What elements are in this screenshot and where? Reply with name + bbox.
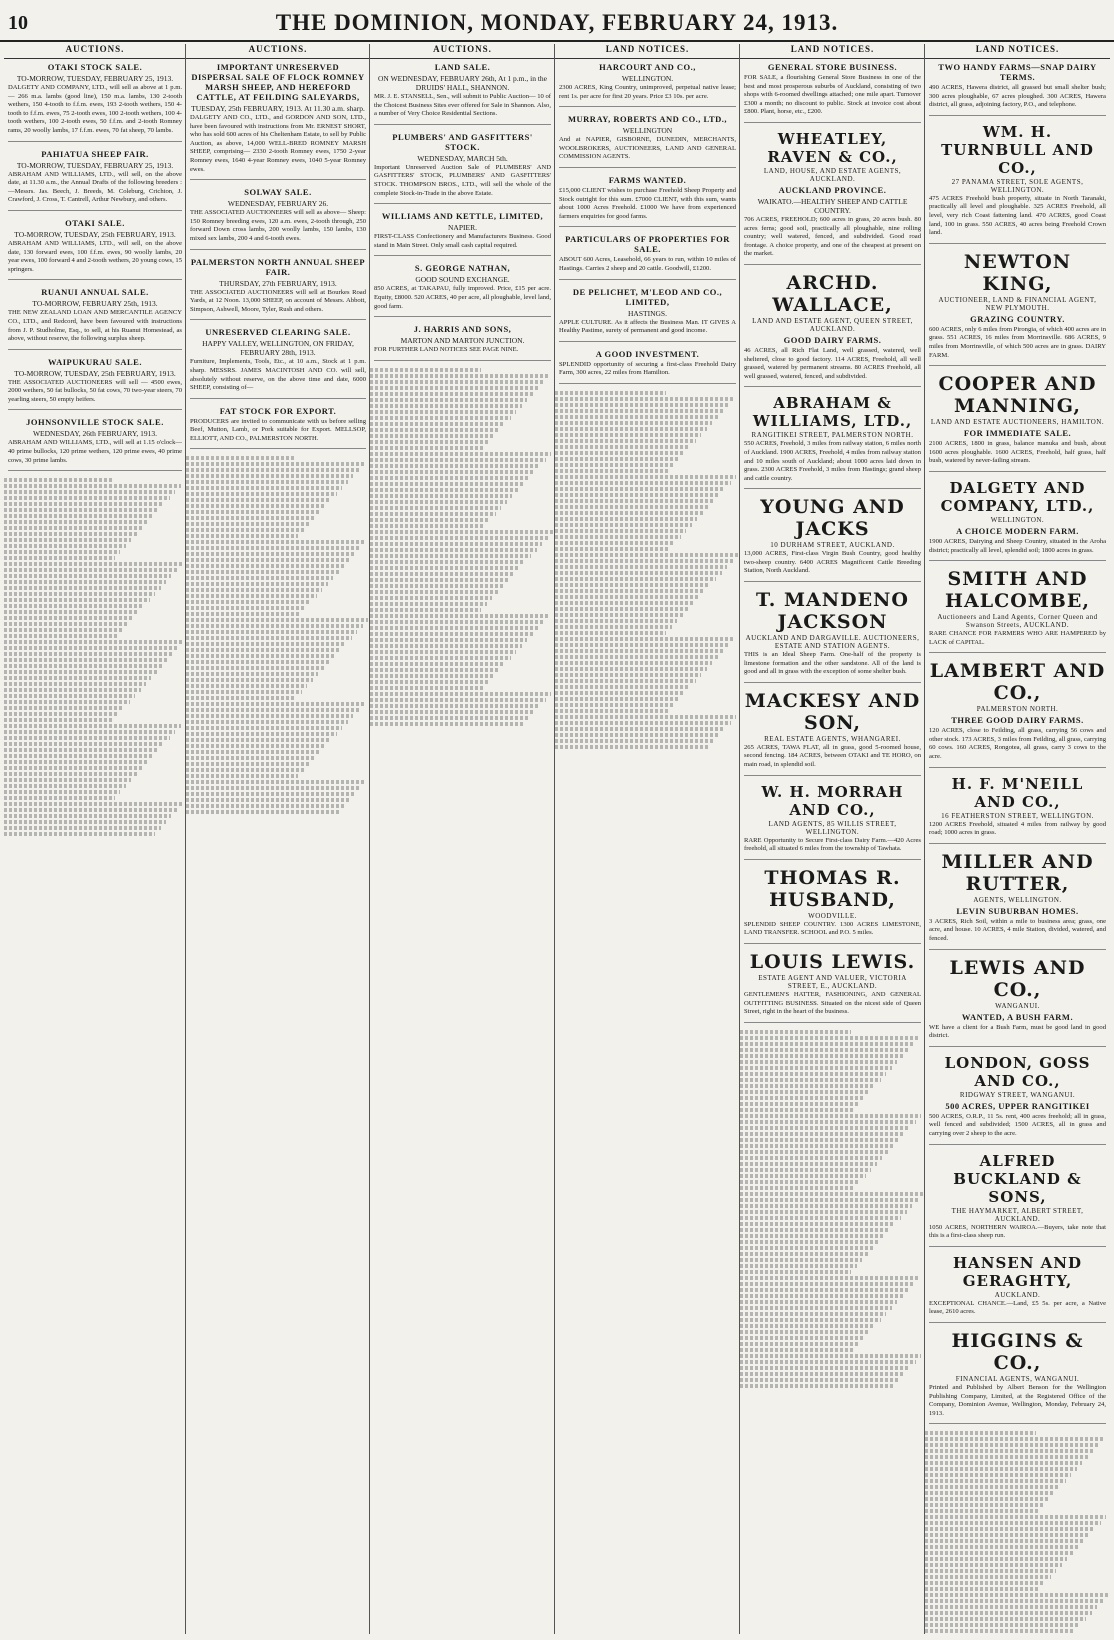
advertisement (744, 589, 921, 683)
advertisement (559, 175, 736, 227)
ad-subheading: NAPIER. (448, 223, 477, 233)
advertisement (8, 218, 182, 280)
ad-body: FOR FURTHER LAND NOTICES SEE PAGE NINE. (374, 346, 519, 354)
advertisement (190, 257, 366, 321)
advertisement (8, 287, 182, 349)
ad-heading: TWO HANDY FARMS—SNAP DAIRY TERMS. (938, 62, 1097, 82)
agent-address: WOODVILLE. (808, 911, 857, 920)
advertisement (559, 349, 736, 384)
column-header: AUCTIONS. (4, 44, 186, 59)
ad-body: 3 ACRES, Rich Soil, within a mile to business area; grass, one acre, and house. 10 ACRES, 4 mile Station, divided, watered, and fenced. (929, 917, 1106, 943)
agent-name: LAMBERT AND CO., (929, 660, 1106, 705)
advertisement (929, 851, 1106, 950)
ad-heading: PLUMBERS' AND GASFITTERS' STOCK. (392, 131, 533, 152)
advertisement (744, 272, 921, 387)
agent-name: HANSEN AND GERAGHTY, (952, 1253, 1083, 1290)
agent-address: LAND, HOUSE, AND ESTATE AGENTS, AUCKLAND. (763, 166, 902, 183)
agent-name: YOUNG AND JACKS (760, 496, 905, 541)
advertisement (559, 287, 736, 342)
advertisement (744, 951, 921, 1023)
advertisement (929, 568, 1106, 653)
advertisement (744, 496, 921, 582)
ad-body: 46 ACRES, all Rich Flat Land, well grassed, watered, well sheltered, close to good factory. 114 ACRES, Freehold, all well grassed, watered by permanent streams. 80 ACRES Freehold, all well grassed, watered, fenced, and subdivided. (744, 346, 921, 380)
agent-name: THOMAS R. HUSBAND, (764, 866, 901, 911)
ad-body: Important Unreserved Auction Sale of PLUMBERS' AND GASFITTERS' STOCK, PLUMBERS' AND GASFITTERS' STOCK. THOMPSON BROS., LTD., will sell the whole of the complete Stock-in-Trade in the above Estate. (374, 163, 551, 197)
ad-body: ABRAHAM AND WILLIAMS, LTD., will sell, on the above date, at 11.30 a.m., the Annual Drafts of the following breeders :—Messrs. Jas. Beech, J. Breeds, M. Coleburg, Crichton, J. Crawford, J. Cross, T. Cantrell, Arthur Newbury, and others. (8, 170, 182, 204)
ad-body: And at NAPIER, GISBORNE, DUNEDIN, MERCHANTS, WOOLBROKERS, AUCTIONEERS, LAND AND GENERAL COMMISSION AGENTS. (559, 136, 736, 161)
ad-heading: LAND SALE. (434, 62, 491, 72)
agent-name: H. F. M'NEILL AND CO., (951, 774, 1084, 811)
ad-heading: IMPORTANT UNRESERVED DISPERSAL SALE OF FLOCK ROMNEY MARSH SHEEP, AND HEREFORD CATTLE, AT FEILDING SALEYARDS, (191, 62, 365, 102)
ad-heading: OTAKI SALE. (65, 217, 125, 228)
ad-heading: OTAKI STOCK SALE. (47, 62, 143, 72)
ad-body: £15,000 CLIENT wishes to purchase Freehold Sheep Property and Stock outright for this sum. £7000 CLIENT, with this sum, wants about 1000 Acres Freehold. £1000 We have from experienced farmers enquiries for good farms. (559, 186, 736, 220)
agent-address: AUCTIONEER, LAND & FINANCIAL AGENT, NEW PLYMOUTH. (938, 295, 1097, 312)
column (740, 60, 925, 1634)
fine-print-lines (740, 1030, 925, 1388)
ad-body: FIRST-CLASS Confectionery and Manufacturers Business. Good stand in Main Street. Only small cash capital required. (374, 233, 551, 249)
advertisement (929, 1152, 1106, 1247)
ad-body: 2100 ACRES, 1800 in grass, balance manuka and bush, about 1600 acres ploughable. 1600 ACRES, Freehold, half grass, half bush, watered by never-failing stream. (929, 440, 1106, 465)
advertisement (559, 234, 736, 279)
ad-subheading: THURSDAY, 27th FEBRUARY, 1913. (219, 278, 337, 288)
ad-subheading: WAIKATO.—HEALTHY SHEEP AND CATTLE COUNTRY. (757, 196, 908, 215)
ad-body: THIS is an Ideal Sheep Farm. One-half of the property is limestone formation and the other sandstone. All of the land is good and all in grass with the exception of some shelter bush. (744, 651, 921, 676)
ad-body: Furniture, Implements, Tools, Etc., at 10 a.m., Stock at 1 p.m. sharp. MESSRS. JAMES MACINTOSH AND CO. will sell, absolutely without reserve, on the above time and date, 6000 SHEEP, consisting of— (190, 358, 366, 392)
ad-heading: WANTED, A BUSH FARM. (961, 1011, 1074, 1022)
advertisement (8, 62, 182, 142)
fine-print-lines (370, 368, 555, 726)
ad-subheading: WELLINGTON. (621, 74, 674, 83)
column-header: AUCTIONS. (186, 44, 370, 59)
ad-heading: PARTICULARS OF PROPERTIES FOR SALE. (565, 234, 730, 255)
agent-address: ESTATE AGENT AND VALUER, VICTORIA STREET, E., AUCKLAND. (758, 974, 907, 990)
agent-address: THE HAYMARKET, ALBERT STREET, AUCKLAND. (951, 1206, 1084, 1223)
ad-body: SPLENDID SHEEP COUNTRY. 1300 ACRES LIMESTONE, LAND TRANSFER. SCHOOL and P.O. 5 miles. (744, 920, 921, 937)
agent-address: 10 DURHAM STREET, AUCKLAND. (770, 541, 895, 550)
agent-address: AUCKLAND AND DARGAVILLE. AUCTIONEERS, ESTATE AND STATION AGENTS. (745, 634, 920, 651)
ad-heading: FOR IMMEDIATE SALE. (963, 428, 1072, 439)
ad-body: SPLENDID opportunity of securing a first-class Freehold Dairy Farm, 300 acres, 22 miles from Hamilton. (559, 360, 736, 377)
ad-body: THE ASSOCIATED AUCTIONEERS will sell as above— Sheep: 150 Romney breeding ewes, 120 a.m. ewes, 2-tooth through, 250 forward Down cross lambs, 200 woolly lambs, 150 lambs, 130 mixed sex lambs, 200 4 and 6-tooth ewes. (190, 209, 366, 242)
page-number: 10 (8, 12, 28, 34)
advertisement (929, 123, 1106, 244)
ad-body: 265 ACRES, TAWA FLAT, all in grass, good 5-roomed house, second fencing. 184 ACRES, between OTAKI and TE HORO, on main road, in splendid soil. (744, 743, 921, 769)
ad-body: GENTLEMEN'S HATTER, FASHIONING, AND GENERAL OUTFITTING BUSINESS. Situated on the nicest side of Queen Street, right in the heart of the business. (744, 991, 921, 1016)
agent-address: Auctioneers and Land Agents, Corner Queen and Swanson Streets, AUCKLAND. (937, 613, 1098, 630)
agent-name: WM. H. TURNBULL AND CO., (941, 122, 1094, 177)
advertisement (744, 394, 921, 489)
advertisement (929, 479, 1106, 561)
agent-address: LAND AND ESTATE AGENT, QUEEN STREET, AUCKLAND. (752, 316, 913, 333)
advertisement (929, 251, 1106, 366)
agent-name: DALGETY AND COMPANY, LTD., (940, 478, 1095, 515)
ad-heading: WILLIAMS AND KETTLE, LIMITED, (381, 211, 544, 222)
ad-body: 2300 ACRES, King Country, unimproved, perpetual native lease; rent 1s. per acre for first 20 years. Price £3 10s. per acre. (559, 84, 736, 100)
ad-heading: GENERAL STORE BUSINESS. (767, 62, 898, 72)
advertisement (929, 660, 1106, 767)
ad-body: 120 ACRES, close to Feilding, all grass, carrying 56 cows and other stock. 173 ACRES, 3 miles from Feilding, all grass, carrying 60 cows. 160 ACRES, Rongotea, all grass, carry 3 cows to the acre. (929, 727, 1106, 761)
ad-heading: FAT STOCK FOR EXPORT. (219, 405, 337, 416)
agent-name: SMITH AND HALCOMBE, (945, 568, 1090, 613)
ad-body: WE have a client for a Bush Farm, must be good land in good district. (929, 1023, 1106, 1040)
ad-heading: JOHNSONVILLE STOCK SALE. (26, 417, 164, 428)
ad-heading: FARMS WANTED. (608, 174, 687, 185)
agent-name: ALFRED BUCKLAND & SONS, (953, 1151, 1082, 1206)
ad-heading: A GOOD INVESTMENT. (595, 348, 700, 359)
ad-heading: LEVIN SUBURBAN HOMES. (956, 905, 1079, 916)
ad-subheading: GOOD SOUND EXCHANGE. (415, 275, 510, 285)
advertisement (190, 187, 366, 249)
ad-body: DALGETY AND COMPANY, LTD., will sell as above at 1 p.m.— 266 m.a. lambs (good line), 150 m.a. lambs, 130 2-tooth wethers, 150 4-tooth to f.f.m. ewes, 193 2-tooth wethers, 150 4-tooth to f.f.m. ewes, 75 2-tooth ewes, 100 2-tooth wethers, 100 4-tooth wethers, 100 2-tooth ewes, 50 f.f.m. and 2-tooth Romney rams, 20 woolly lambs, 17 f.f.m. ewes, 70 fat sheep, 70 lambs. (8, 84, 182, 134)
column-header: LAND NOTICES. (555, 44, 740, 59)
advertisement (190, 62, 366, 180)
advertisement (744, 690, 921, 776)
fine-print-lines (925, 1431, 1110, 1634)
ad-subheading: WEDNESDAY, 26th FEBRUARY, 1913. (32, 429, 158, 439)
ad-subheading: WELLINGTON (622, 126, 673, 136)
advertisement (374, 132, 551, 204)
column-header: LAND NOTICES. (740, 44, 925, 59)
ad-body: RARE Opportunity to Secure First-class Dairy Farm.—420 Acres freehold, all situated 6 miles from the township of Tawhata. (744, 836, 921, 853)
page-title: THE DOMINION, MONDAY, FEBRUARY 24, 1913. (275, 10, 839, 35)
agent-address: RIDGWAY STREET, WANGANUI. (959, 1090, 1076, 1099)
ad-subheading: MARTON AND MARTON JUNCTION. (400, 336, 525, 346)
column (4, 60, 186, 1634)
column-header: LAND NOTICES. (925, 44, 1110, 59)
column-header: AUCTIONS. (370, 44, 555, 59)
advertisement (374, 324, 551, 361)
ad-body: THE ASSOCIATED AUCTIONEERS will sell — 4500 ewes, 2000 wethers, 50 fat bullocks, 50 fat cows, 70 two-year steers, 70 yearling steers, 50 empty heifers. (8, 378, 182, 403)
ad-heading: THREE GOOD DAIRY FARMS. (951, 715, 1084, 726)
agent-address: AUCKLAND. (994, 1290, 1041, 1299)
ad-heading: UNRESERVED CLEARING SALE. (205, 327, 351, 338)
ad-subheading: TO-MORROW, TUESDAY, 25th FEBRUARY, 1913. (14, 368, 176, 378)
ad-subheading: TO-MORROW, TUESDAY, FEBRUARY 25, 1913. (16, 160, 174, 170)
ad-body: RARE CHANCE FOR FARMERS WHO ARE HAMPERED by LACK of CAPITAL. (929, 630, 1106, 646)
ad-body: MR. J. E. STANSELL, Sen., will submit to Public Auction— 10 of the Choicest Business Sites ever offered for Sale in Shannon. Also, a number of Very Choice Residential Sections. (374, 93, 551, 118)
agent-name: ARCHD. WALLACE, (772, 271, 893, 316)
ad-body: EXCEPTIONAL CHANCE.—Land, £5 5s. per acre, a Native lease, 2610 acres. (929, 1299, 1106, 1316)
advertisement (744, 867, 921, 944)
ad-body: THE ASSOCIATED AUCTIONEERS will sell at Bourkes Road Yards, at 12 Noon. 13,000 SHEEP, on account of Messrs. Abbott, Simpson, Ashwell, Moore, Tyler, Rush and others. (190, 288, 366, 313)
advertisement (374, 263, 551, 317)
ad-heading: MURRAY, ROBERTS AND CO., LTD., (568, 114, 727, 125)
ad-subheading: WEDNESDAY, MARCH 5th. (417, 153, 508, 163)
agent-name: W. H. MORRAH AND CO., (761, 782, 904, 819)
agent-address: LAND AND ESTATE AUCTIONEERS, HAMILTON. (930, 418, 1105, 427)
agent-name: LOUIS LEWIS. (749, 951, 916, 973)
fine-print-lines (555, 391, 740, 749)
ad-heading: RUANUI ANNUAL SALE. (41, 287, 149, 298)
agent-name: MILLER AND RUTTER, (941, 850, 1094, 895)
agent-address: RANGITIKEI STREET, PALMERSTON NORTH. (751, 431, 914, 440)
advertisement (929, 775, 1106, 844)
ad-subheading: TO-MORROW, TUESDAY, 25th FEBRUARY, 1913. (14, 229, 176, 239)
advertisement (929, 1054, 1106, 1145)
ad-body: 1050 ACRES, NORTHERN WAIROA.—Buyers, take note that this is a first-class sheep run. (929, 1223, 1106, 1240)
ad-subheading: TUESDAY, 25th FEBRUARY, 1913. At 11.30 a.m. sharp. (191, 104, 365, 113)
advertisement (559, 114, 736, 168)
advertisement (559, 62, 736, 107)
ad-body: 490 ACRES, Hawera district, all grassed but small shelter bush; 300 acres ploughable, 67 acres ploughed. 300 ACRES, Hawera district, all grass, adjoining factory, P.O., and telephone. (929, 84, 1106, 109)
advertisement (374, 62, 551, 125)
agent-address: PALMERSTON NORTH. (976, 705, 1059, 714)
agent-address: FINANCIAL AGENTS, WANGANUI. (955, 1374, 1080, 1383)
ad-body: DALGETY AND CO., LTD., and GORDON AND SON, LTD., have been favoured with instructions from Mr. ERNEST SHORT, who has sold 600 acres of his Cheltenham Estate, to sell by Public Auction, as above, 14,000 WELL-BRED ROMNEY MARSH SHEEP, comprising— 2330 2-tooth Romney ewes, 1750 2-year Romney ewes, 1640 4-year Romney ewes, 1040 5-year Romney ewes. (190, 114, 366, 173)
ad-body: 600 ACRES, only 6 miles from Pirongia, of which 400 acres are in grass. 551 ACRES, 16 miles from Morrinsville. 686 ACRES, 9 miles from Morrinsville, of which 500 acres are in grass. DAIRY FARM. (929, 325, 1106, 359)
agent-name: T. MANDENO JACKSON (756, 589, 909, 634)
agent-name: LONDON, GOSS AND CO., (944, 1053, 1091, 1090)
ad-body: THE NEW ZEALAND LOAN AND MERCANTILE AGENCY CO., LTD., and Redcord, have been favoured with instructions from J. P. Studholme, Esq., to sell, at his Ruanui Homestead, as above, without reserve, the following surplus sheep. (8, 309, 182, 343)
agent-name: ABRAHAM & WILLIAMS, LTD., (752, 394, 913, 431)
advertisement (744, 130, 921, 265)
agent-name: MACKESY AND SON, (744, 689, 921, 734)
ad-subheading: ON WEDNESDAY, FEBRUARY 26th, At 1 p.m., in the DRUIDS' HALL, SHANNON. (378, 74, 547, 92)
advertisement (744, 783, 921, 860)
agent-name: WHEATLEY, RAVEN & CO., (767, 129, 898, 166)
agent-address: 16 FEATHERSTON STREET, WELLINGTON. (941, 811, 1094, 820)
ad-subheading: HASTINGS. (628, 308, 667, 318)
agent-address: WANGANUI. (995, 1001, 1040, 1010)
ad-body: Printed and Published by Albert Benson for the Wellington Publishing Company, Limited, at the Registered Office of the Company, Dominion Avenue, Wellington, Monday, February 24, 1913. (929, 1383, 1106, 1417)
ad-body: 1200 ACRES Freehold, situated 4 miles from railway by good road; 1000 acres in grass. (929, 820, 1106, 837)
ad-body: 500 ACRES, O.R.P., 11 5s. rent, 400 acres freehold; all in grass, well fenced and subdivided; 1500 ACRES, all in grass and carrying over 2 sheep to the acre. (929, 1112, 1106, 1137)
ad-heading: 500 ACRES, UPPER RANGITIKEI (945, 1100, 1090, 1111)
ad-heading: A CHOICE MODERN FARM. (956, 525, 1079, 536)
ad-subheading: HAPPY VALLEY, WELLINGTON, ON FRIDAY, FEBRUARY 28th, 1913. (202, 339, 354, 358)
advertisement (8, 357, 182, 411)
ad-body: 13,000 ACRES, First-class Virgin Bush Country, good healthy two-sheep country. 6400 ACRES Magnificent Cattle Breeding Station, North Auckland. (744, 550, 921, 575)
agent-name: NEWTON KING, (963, 250, 1072, 295)
advertisement (929, 62, 1106, 116)
agent-address: WELLINGTON. (990, 515, 1045, 524)
ad-body: PRODUCERS are invited to communicate with us before selling Beef, Mutton, Lamb, or Pork suitable for Export. MELLSOP, ELLIOTT, AND CO., PALMERSTON NORTH. (190, 417, 366, 442)
agent-address: AGENTS, WELLINGTON. (973, 895, 1062, 904)
column (186, 60, 370, 1634)
advertisement (929, 1254, 1106, 1323)
column (925, 60, 1110, 1634)
fine-print-lines (4, 478, 186, 836)
ad-body: 850 ACRES, at TAKAPAU, fully improved. Price, £15 per acre. Equity, £8000. 520 ACRES, 40 per acre, all ploughable, level land, good farm. (374, 285, 551, 310)
advertisement (190, 406, 366, 450)
ad-heading: WAIPUKURAU SALE. (48, 356, 142, 367)
ad-subheading: TO-MORROW, FEBRUARY 25th, 1913. (32, 299, 158, 309)
advertisement (374, 211, 551, 256)
ad-subheading: WEDNESDAY, FEBRUARY 26. (227, 199, 329, 209)
ad-body: APPLE CULTURE. As it affects the Business Man. IT GIVES A Healthy Pastime, surety of permanent and good income. (559, 318, 736, 335)
fine-print-lines (186, 456, 370, 814)
ad-body: ABRAHAM AND WILLIAMS, LTD., will sell at 1.15 o'clock— 40 prime bullocks, 120 prime wethers, 120 prime ewes, 40 prime cows, 30 prime lambs. (8, 439, 182, 464)
agent-address: REAL ESTATE AGENTS, WHANGAREI. (764, 734, 901, 743)
ad-body: 550 ACRES, Freehold, 3 miles from railway station, 6 miles north of Auckland. 1900 ACRES, Freehold, 4 miles from railway station and 10 miles south of Auckland; about 1000 acres laid down in grass. 2300 ACRES Freehold, 3 miles from Hastings; grand sheep and cattle country. (744, 440, 921, 482)
ad-heading: PALMERSTON NORTH ANNUAL SHEEP FAIR. (190, 256, 366, 277)
ad-heading: GRAZING COUNTRY. (970, 313, 1065, 324)
ad-body: FOR SALE, a flourishing General Store Business in one of the best and most prosperous suburbs of Auckland, consisting of two shops with 6-roomed dwellings attached; one mile apart. Turnover £300 a month; no discount to public. Stock at invoice cost about £800. Plant, horse, etc., £200. (744, 74, 921, 116)
agent-address: LAND AGENTS, 85 WILLIS STREET, WELLINGTON. (768, 819, 897, 836)
advertisement (929, 957, 1106, 1047)
agent-name: LEWIS AND CO., (949, 956, 1086, 1001)
ad-body: 1900 ACRES, Dairying and Sheep Country, situated in the Aroha district; practically all level, splendid soil; 1800 acres in grass. (929, 537, 1106, 554)
advertisement (929, 373, 1106, 472)
ad-heading: AUCKLAND PROVINCE. (778, 184, 887, 195)
masthead (0, 0, 1114, 42)
ad-heading: SOLWAY SALE. (244, 187, 312, 198)
agent-name: COOPER AND MANNING, (938, 373, 1097, 418)
ad-heading: GOOD DAIRY FARMS. (783, 334, 882, 345)
ad-heading: S. GEORGE NATHAN, (414, 263, 511, 274)
column (370, 60, 555, 1634)
column (555, 60, 740, 1634)
agent-name: HIGGINS & CO., (951, 1329, 1084, 1374)
ad-body: ABRAHAM AND WILLIAMS, LTD., will sell, on the above date, 130 forward ewes, 100 f.f.m. ewes, 90 woolly lambs, 20 year ewes, 100 forward 4 and 2-tooth wethers, 20 young cows, 15 springers. (8, 239, 182, 273)
ad-body: 706 ACRES, FREEHOLD; 600 acres in grass, 20 acres bush. 80 acres ferns; good soil, practically all ploughable, nine rolling country; well watered, fenced, and subdivided. Good road frontage. A choice property, and one of the cheapest at present on the market. (744, 215, 921, 258)
agent-address: 27 PANAMA STREET, SOLE AGENTS, WELLINGTON. (951, 177, 1084, 194)
advertisement (8, 417, 182, 471)
ad-heading: J. HARRIS AND SONS, (413, 324, 512, 335)
ad-body: 475 ACRES Freehold bush property, situate in North Taranaki, practically all level and ploughable. 325 ACRES Freehold, all level, very rich Coast fattening land. 470 ACRES, good Coast land, 100 in grass. 550 ACRES, 40 acres being Freehold Crown land. (929, 194, 1106, 237)
advertisement (744, 62, 921, 123)
advertisement (929, 1330, 1106, 1424)
ad-subheading: TO-MORROW, TUESDAY, FEBRUARY 25, 1913. (16, 74, 174, 83)
ad-heading: HARCOURT AND CO., (599, 62, 696, 72)
ad-body: ABOUT 600 Acres, Leasehold, 66 years to run, within 10 miles of Hastings. Carries 2 sheep and 20 cattle. Goodwill, £1200. (559, 256, 736, 272)
ad-heading: PAHIATUA SHEEP FAIR. (41, 148, 149, 159)
ad-heading: DE PELICHET, M'LEOD AND CO., LIMITED, (572, 286, 723, 307)
advertisement (190, 327, 366, 398)
advertisement (8, 149, 182, 211)
